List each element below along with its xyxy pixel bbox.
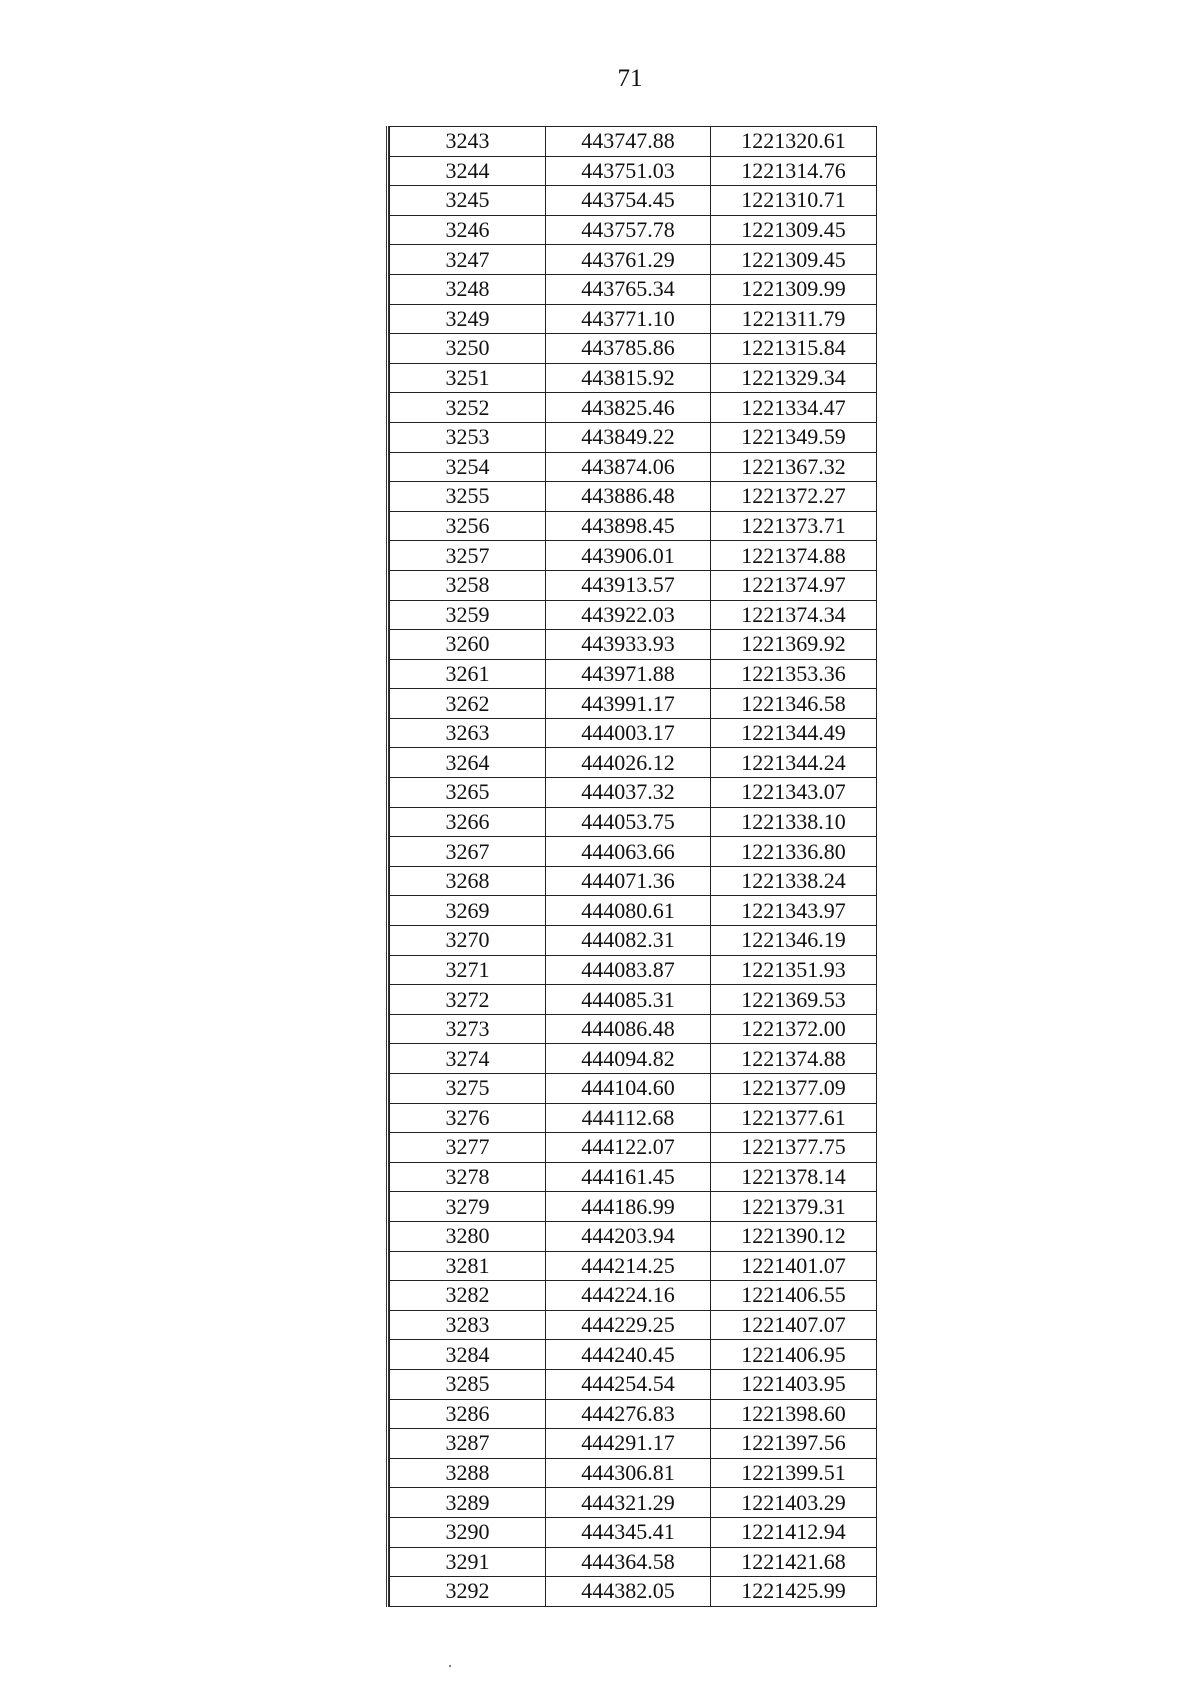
- point-number-cell: 3280: [390, 1221, 546, 1251]
- point-number-cell: 3262: [390, 689, 546, 719]
- x-coordinate-cell: 444086.48: [546, 1014, 711, 1044]
- point-number-cell: 3261: [390, 659, 546, 689]
- point-number-cell: 3258: [390, 570, 546, 600]
- x-coordinate-cell: 444053.75: [546, 807, 711, 837]
- x-coordinate-cell: 444214.25: [546, 1251, 711, 1281]
- table-row: [390, 541, 877, 571]
- y-coordinate-cell: 1221412.94: [711, 1517, 877, 1547]
- table-row: [390, 955, 877, 985]
- coordinate-table: [389, 126, 877, 1607]
- y-coordinate-cell: 1221334.47: [711, 393, 877, 423]
- table-row: [390, 511, 877, 541]
- point-number-cell: 3272: [390, 985, 546, 1015]
- y-coordinate-cell: 1221353.36: [711, 659, 877, 689]
- y-coordinate-cell: 1221369.53: [711, 985, 877, 1015]
- y-coordinate-cell: 1221401.07: [711, 1251, 877, 1281]
- x-coordinate-cell: 444186.99: [546, 1192, 711, 1222]
- y-coordinate-cell: 1221374.88: [711, 1044, 877, 1074]
- x-coordinate-cell: 443765.34: [546, 274, 711, 304]
- point-number-cell: 3285: [390, 1369, 546, 1399]
- point-number-cell: 3288: [390, 1458, 546, 1488]
- x-coordinate-cell: 444345.41: [546, 1517, 711, 1547]
- x-coordinate-cell: 444037.32: [546, 778, 711, 808]
- x-coordinate-cell: 444085.31: [546, 985, 711, 1015]
- y-coordinate-cell: 1221349.59: [711, 422, 877, 452]
- y-coordinate-cell: 1221374.97: [711, 570, 877, 600]
- point-number-cell: 3255: [390, 482, 546, 512]
- point-number-cell: 3251: [390, 363, 546, 393]
- y-coordinate-cell: 1221372.00: [711, 1014, 877, 1044]
- x-coordinate-cell: 444321.29: [546, 1488, 711, 1518]
- table-row: [390, 689, 877, 719]
- point-number-cell: 3276: [390, 1103, 546, 1133]
- point-number-cell: 3256: [390, 511, 546, 541]
- point-number-cell: 3248: [390, 274, 546, 304]
- x-coordinate-cell: 444240.45: [546, 1340, 711, 1370]
- point-number-cell: 3275: [390, 1074, 546, 1104]
- table-row: [390, 1251, 877, 1281]
- y-coordinate-cell: 1221338.10: [711, 807, 877, 837]
- y-coordinate-cell: 1221406.55: [711, 1281, 877, 1311]
- y-coordinate-cell: 1221398.60: [711, 1399, 877, 1429]
- x-coordinate-cell: 444071.36: [546, 866, 711, 896]
- x-coordinate-cell: 444291.17: [546, 1429, 711, 1459]
- point-number-cell: 3283: [390, 1310, 546, 1340]
- x-coordinate-cell: 443785.86: [546, 334, 711, 364]
- y-coordinate-cell: 1221320.61: [711, 127, 877, 157]
- y-coordinate-cell: 1221336.80: [711, 837, 877, 867]
- point-number-cell: 3259: [390, 600, 546, 630]
- y-coordinate-cell: 1221372.27: [711, 482, 877, 512]
- x-coordinate-cell: 444122.07: [546, 1133, 711, 1163]
- x-coordinate-cell: 443933.93: [546, 630, 711, 660]
- y-coordinate-cell: 1221421.68: [711, 1547, 877, 1577]
- point-number-cell: 3253: [390, 422, 546, 452]
- point-number-cell: 3270: [390, 926, 546, 956]
- x-coordinate-cell: 444229.25: [546, 1310, 711, 1340]
- point-number-cell: 3282: [390, 1281, 546, 1311]
- point-number-cell: 3292: [390, 1577, 546, 1607]
- table-row: [390, 748, 877, 778]
- coordinate-table-wrapper: [386, 126, 873, 1607]
- point-number-cell: 3264: [390, 748, 546, 778]
- table-row: [390, 1369, 877, 1399]
- x-coordinate-cell: 444364.58: [546, 1547, 711, 1577]
- table-row: [390, 600, 877, 630]
- y-coordinate-cell: 1221377.75: [711, 1133, 877, 1163]
- table-row: [390, 393, 877, 423]
- point-number-cell: 3257: [390, 541, 546, 571]
- table-row: [390, 1221, 877, 1251]
- y-coordinate-cell: 1221309.45: [711, 215, 877, 245]
- x-coordinate-cell: 444276.83: [546, 1399, 711, 1429]
- table-row: [390, 1429, 877, 1459]
- y-coordinate-cell: 1221338.24: [711, 866, 877, 896]
- y-coordinate-cell: 1221315.84: [711, 334, 877, 364]
- x-coordinate-cell: 443751.03: [546, 156, 711, 186]
- table-row: [390, 1044, 877, 1074]
- y-coordinate-cell: 1221367.32: [711, 452, 877, 482]
- table-row: [390, 452, 877, 482]
- y-coordinate-cell: 1221309.99: [711, 274, 877, 304]
- y-coordinate-cell: 1221377.61: [711, 1103, 877, 1133]
- y-coordinate-cell: 1221379.31: [711, 1192, 877, 1222]
- table-row: [390, 363, 877, 393]
- table-row: [390, 807, 877, 837]
- table-row: [390, 837, 877, 867]
- point-number-cell: 3281: [390, 1251, 546, 1281]
- x-coordinate-cell: 444003.17: [546, 718, 711, 748]
- y-coordinate-cell: 1221378.14: [711, 1162, 877, 1192]
- y-coordinate-cell: 1221343.97: [711, 896, 877, 926]
- x-coordinate-cell: 444112.68: [546, 1103, 711, 1133]
- x-coordinate-cell: 443825.46: [546, 393, 711, 423]
- y-coordinate-cell: 1221399.51: [711, 1458, 877, 1488]
- point-number-cell: 3266: [390, 807, 546, 837]
- point-number-cell: 3260: [390, 630, 546, 660]
- table-row: [390, 1103, 877, 1133]
- y-coordinate-cell: 1221346.19: [711, 926, 877, 956]
- point-number-cell: 3273: [390, 1014, 546, 1044]
- table-row: [390, 482, 877, 512]
- table-row: [390, 926, 877, 956]
- y-coordinate-cell: 1221309.45: [711, 245, 877, 275]
- y-coordinate-cell: 1221310.71: [711, 186, 877, 216]
- point-number-cell: 3243: [390, 127, 546, 157]
- x-coordinate-cell: 444161.45: [546, 1162, 711, 1192]
- point-number-cell: 3279: [390, 1192, 546, 1222]
- point-number-cell: 3265: [390, 778, 546, 808]
- x-coordinate-cell: 443815.92: [546, 363, 711, 393]
- table-row: [390, 570, 877, 600]
- x-coordinate-cell: 443906.01: [546, 541, 711, 571]
- y-coordinate-cell: 1221406.95: [711, 1340, 877, 1370]
- x-coordinate-cell: 443991.17: [546, 689, 711, 719]
- y-coordinate-cell: 1221374.34: [711, 600, 877, 630]
- x-coordinate-cell: 443874.06: [546, 452, 711, 482]
- y-coordinate-cell: 1221397.56: [711, 1429, 877, 1459]
- point-number-cell: 3278: [390, 1162, 546, 1192]
- point-number-cell: 3289: [390, 1488, 546, 1518]
- x-coordinate-cell: 443886.48: [546, 482, 711, 512]
- table-row: [390, 896, 877, 926]
- x-coordinate-cell: 443754.45: [546, 186, 711, 216]
- point-number-cell: 3267: [390, 837, 546, 867]
- coordinate-table-body: [390, 127, 877, 1607]
- table-row: [390, 1074, 877, 1104]
- point-number-cell: 3284: [390, 1340, 546, 1370]
- table-row: [390, 659, 877, 689]
- y-coordinate-cell: 1221329.34: [711, 363, 877, 393]
- y-coordinate-cell: 1221374.88: [711, 541, 877, 571]
- table-row: [390, 215, 877, 245]
- table-row: [390, 156, 877, 186]
- y-coordinate-cell: 1221369.92: [711, 630, 877, 660]
- table-row: [390, 1517, 877, 1547]
- table-row: [390, 1310, 877, 1340]
- x-coordinate-cell: 444026.12: [546, 748, 711, 778]
- y-coordinate-cell: 1221390.12: [711, 1221, 877, 1251]
- table-row: [390, 1162, 877, 1192]
- stray-dot: [449, 1665, 451, 1667]
- x-coordinate-cell: 444094.82: [546, 1044, 711, 1074]
- x-coordinate-cell: 444203.94: [546, 1221, 711, 1251]
- point-number-cell: 3245: [390, 186, 546, 216]
- point-number-cell: 3291: [390, 1547, 546, 1577]
- point-number-cell: 3246: [390, 215, 546, 245]
- table-row: [390, 778, 877, 808]
- x-coordinate-cell: 444104.60: [546, 1074, 711, 1104]
- table-row: [390, 127, 877, 157]
- x-coordinate-cell: 443761.29: [546, 245, 711, 275]
- table-row: [390, 1192, 877, 1222]
- x-coordinate-cell: 444254.54: [546, 1369, 711, 1399]
- x-coordinate-cell: 443898.45: [546, 511, 711, 541]
- point-number-cell: 3277: [390, 1133, 546, 1163]
- y-coordinate-cell: 1221311.79: [711, 304, 877, 334]
- x-coordinate-cell: 444082.31: [546, 926, 711, 956]
- table-row: [390, 718, 877, 748]
- table-row: [390, 334, 877, 364]
- table-row: [390, 1547, 877, 1577]
- x-coordinate-cell: 444382.05: [546, 1577, 711, 1607]
- point-number-cell: 3274: [390, 1044, 546, 1074]
- table-row: [390, 245, 877, 275]
- y-coordinate-cell: 1221314.76: [711, 156, 877, 186]
- point-number-cell: 3290: [390, 1517, 546, 1547]
- point-number-cell: 3247: [390, 245, 546, 275]
- point-number-cell: 3252: [390, 393, 546, 423]
- x-coordinate-cell: 444063.66: [546, 837, 711, 867]
- table-row: [390, 274, 877, 304]
- table-row: [390, 630, 877, 660]
- x-coordinate-cell: 444224.16: [546, 1281, 711, 1311]
- table-row: [390, 1458, 877, 1488]
- point-number-cell: 3269: [390, 896, 546, 926]
- y-coordinate-cell: 1221346.58: [711, 689, 877, 719]
- x-coordinate-cell: 444083.87: [546, 955, 711, 985]
- point-number-cell: 3254: [390, 452, 546, 482]
- x-coordinate-cell: 443849.22: [546, 422, 711, 452]
- point-number-cell: 3244: [390, 156, 546, 186]
- y-coordinate-cell: 1221373.71: [711, 511, 877, 541]
- y-coordinate-cell: 1221403.29: [711, 1488, 877, 1518]
- point-number-cell: 3249: [390, 304, 546, 334]
- y-coordinate-cell: 1221351.93: [711, 955, 877, 985]
- x-coordinate-cell: 443747.88: [546, 127, 711, 157]
- y-coordinate-cell: 1221344.49: [711, 718, 877, 748]
- table-row: [390, 1014, 877, 1044]
- point-number-cell: 3263: [390, 718, 546, 748]
- table-row: [390, 1133, 877, 1163]
- table-row: [390, 1399, 877, 1429]
- table-row: [390, 186, 877, 216]
- table-row: [390, 1340, 877, 1370]
- y-coordinate-cell: 1221343.07: [711, 778, 877, 808]
- x-coordinate-cell: 443771.10: [546, 304, 711, 334]
- y-coordinate-cell: 1221344.24: [711, 748, 877, 778]
- point-number-cell: 3250: [390, 334, 546, 364]
- x-coordinate-cell: 443922.03: [546, 600, 711, 630]
- y-coordinate-cell: 1221377.09: [711, 1074, 877, 1104]
- point-number-cell: 3287: [390, 1429, 546, 1459]
- table-row: [390, 422, 877, 452]
- y-coordinate-cell: 1221407.07: [711, 1310, 877, 1340]
- point-number-cell: 3271: [390, 955, 546, 985]
- table-row: [390, 304, 877, 334]
- page-number: 71: [617, 65, 643, 92]
- x-coordinate-cell: 444306.81: [546, 1458, 711, 1488]
- table-row: [390, 1488, 877, 1518]
- point-number-cell: 3268: [390, 866, 546, 896]
- table-row: [390, 866, 877, 896]
- table-row: [390, 1281, 877, 1311]
- x-coordinate-cell: 443913.57: [546, 570, 711, 600]
- point-number-cell: 3286: [390, 1399, 546, 1429]
- table-row: [390, 1577, 877, 1607]
- x-coordinate-cell: 444080.61: [546, 896, 711, 926]
- x-coordinate-cell: 443971.88: [546, 659, 711, 689]
- x-coordinate-cell: 443757.78: [546, 215, 711, 245]
- y-coordinate-cell: 1221425.99: [711, 1577, 877, 1607]
- y-coordinate-cell: 1221403.95: [711, 1369, 877, 1399]
- table-row: [390, 985, 877, 1015]
